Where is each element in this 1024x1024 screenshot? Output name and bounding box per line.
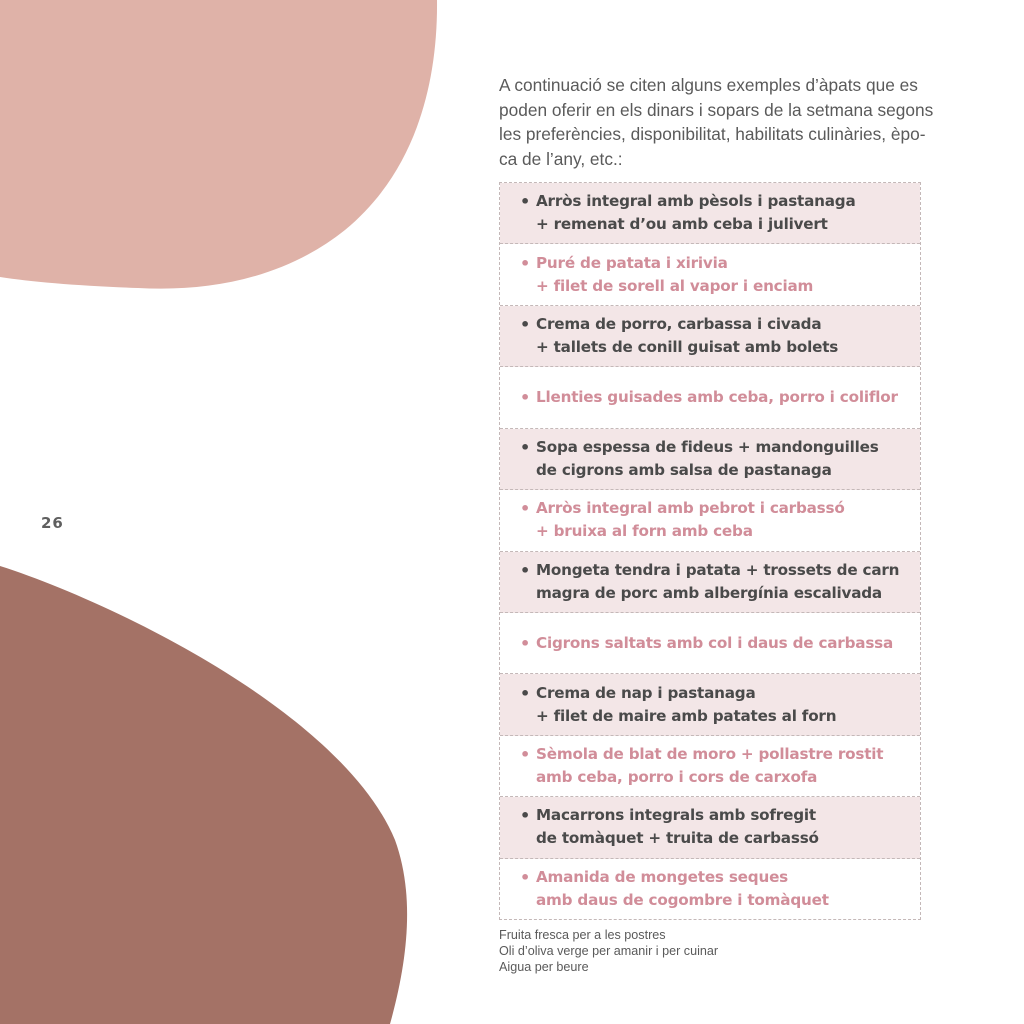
bullet-icon: • [520,437,531,457]
bullet-icon: • [520,745,531,764]
meal-line: + filet de sorell al vapor i enciam [536,276,814,295]
meal-line: amb daus de cogombre i tomàquet [536,890,829,909]
meal-row-content [520,252,813,298]
meal-row-content [520,190,856,236]
meal-line: Puré de patata i xirivia [536,253,728,272]
meal-row-content [520,313,838,359]
meal-row [500,736,920,797]
meal-line: de tomàquet + truita de carbassó [536,829,819,848]
meal-line: Crema de porro, carbassa i civada [536,315,822,334]
meal-line: Macarrons integrals amb sofregit [536,806,816,825]
top-blob-shape [0,0,437,289]
meal-line: Amanida de mongetes seques [536,867,789,886]
meal-line: amb ceba, porro i cors de carxofa [536,768,818,786]
meal-row [500,429,920,490]
meal-row-content [520,866,829,912]
meal-row-content [520,436,879,482]
intro-line: ca de l’any, etc.: [499,148,623,169]
meal-description [536,436,879,482]
footer-note: Oli d’oliva verge per amanir i per cuinar [499,944,719,958]
footer-note: Fruita fresca per a les postres [499,928,666,942]
meal-line: Mongeta tendra i patata + trossets de carn [536,560,900,579]
meal-description [536,866,829,912]
footer-note: Aigua per beure [499,960,589,974]
bullet-icon: • [520,560,531,580]
meal-row [500,367,920,428]
meal-line: Sopa espessa de fideus + mandonguilles [536,437,879,456]
intro-paragraph [499,73,934,171]
meal-row-content [520,497,845,543]
meal-line: + remenat d’ou amb ceba i julivert [536,215,828,234]
meal-row-content [520,559,899,605]
meal-line: Sèmola de blat de moro + pollastre rostit [536,745,884,763]
bottom-blob-shape [0,566,407,1024]
meal-row [500,859,920,919]
bullet-icon: • [520,633,531,653]
meal-description [536,190,856,236]
meal-row [500,797,920,858]
meal-row [500,490,920,551]
meal-description [536,804,819,850]
meal-examples-table [499,182,921,920]
footer-notes [499,927,718,975]
meal-description [536,559,899,605]
meal-row-content [520,804,819,850]
bullet-icon: • [520,499,531,519]
meal-line: de cigrons amb salsa de pastanaga [536,460,832,479]
meal-line: Arròs integral amb pebrot i carbassó [536,499,845,518]
meal-row [500,183,920,244]
meal-description [536,682,836,728]
intro-line: poden oferir en els dinars i sopars de la setmana segons [499,99,934,120]
intro-line: les preferències, disponibilitat, habilitats culinàries, èpo- [499,124,926,144]
meal-line: + filet de maire amb patates al forn [536,706,837,725]
meal-description [536,386,898,409]
meal-line: magra de porc amb albergínia escalivada [536,583,882,602]
meal-line: Crema de nap i pastanaga [536,683,756,702]
meal-row-content [520,743,883,789]
bullet-icon: • [520,806,531,826]
meal-row-content [520,386,898,409]
meal-row-content [520,682,836,728]
bullet-icon: • [520,253,531,273]
meal-description [536,252,813,298]
meal-row [500,613,920,674]
intro-line: A continuació se citen alguns exemples d’àpats que es [499,75,918,95]
bullet-icon: • [520,387,531,407]
bullet-icon: • [520,192,531,212]
meal-row [500,306,920,367]
bullet-icon: • [520,315,531,335]
meal-line: Arròs integral amb pèsols i pastanaga [536,192,856,211]
bullet-icon: • [520,867,531,887]
meal-description [536,497,845,543]
meal-row-content [520,632,893,655]
meal-line: Cigrons saltats amb col i daus de carbassa [536,633,894,652]
meal-line: + tallets de conill guisat amb bolets [536,338,839,357]
meal-line: Llenties guisades amb ceba, porro i coliflor [536,387,898,406]
meal-description [536,743,883,789]
meal-line: + bruixa al forn amb ceba [536,522,753,541]
meal-description [536,313,838,359]
meal-row [500,674,920,735]
page-number: 26 [41,514,64,532]
meal-row [500,552,920,613]
meal-row [500,244,920,305]
bullet-icon: • [520,683,531,703]
meal-description [536,632,893,655]
